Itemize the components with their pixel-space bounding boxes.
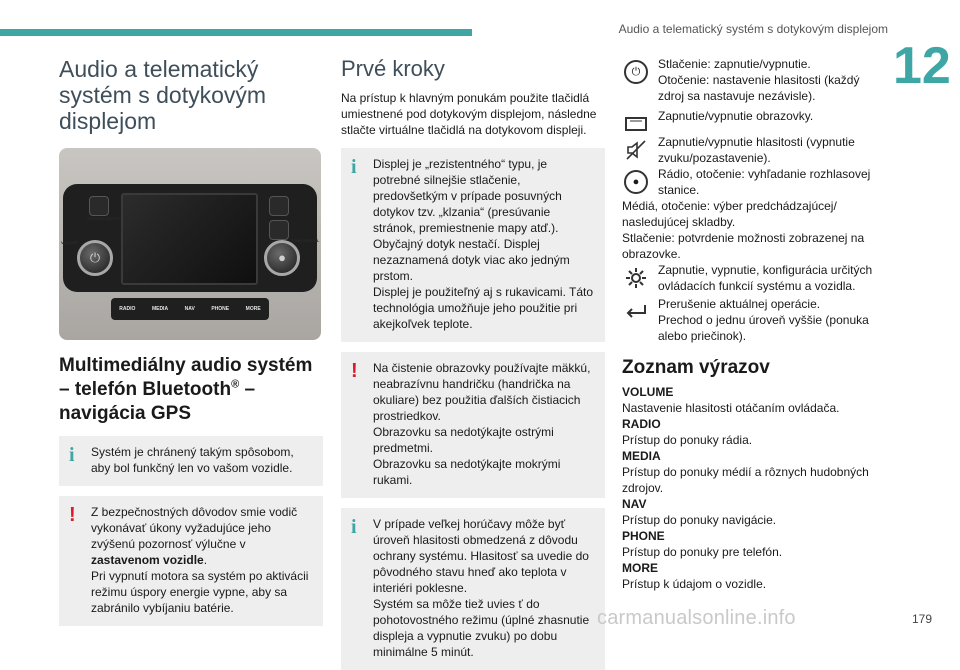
cleaning-warning-note: [341, 352, 605, 498]
control-desc: Médiá, otočenie: výber predchádzajúcej/ nasledujúcej skladby.: [622, 199, 837, 229]
back-button: [269, 220, 289, 240]
note-text: Displej je použiteľný aj s rukavicami. Táto technológia umožňuje jeho použitie pri akejkoľvek teplote.: [373, 285, 594, 331]
section-heading-multimedia: [59, 354, 323, 426]
device-button-radio: RADIO: [119, 306, 136, 312]
page-title: [59, 56, 323, 134]
title-line-1: Audio a telematický: [59, 56, 259, 82]
device-button-phone: PHONE: [211, 306, 230, 312]
warning-icon: !: [351, 360, 358, 382]
control-desc: Prechod o jednu úroveň vyššie (ponuka alebo priečinok).: [658, 313, 869, 343]
subtitle-text-end: – navigácia GPS: [59, 379, 256, 424]
note-text: V prípade veľkej horúčavy môže byť úroveň hlasitosti obmedzená z dôvodu ochrany systému. Hlasitosť sa uvedie do pôvodného stavu hneď ako teplota v interiéri poklesne.: [373, 517, 589, 595]
control-desc: Stlačenie: zapnutie/vypnutie.: [658, 57, 811, 71]
note-text: Displej je „rezistentného“ typu, je potrebné silnejšie stlačenie, predovšetkým v prípade posuvných dotykov tzv. „klzania“ (presúvanie stránok, premiestnenie mapy atď.). Obyčajný dotyk nestačí. Displej nezaznamená dotyk viac ako jedným prstom.: [373, 157, 570, 283]
warning-period: .: [203, 553, 208, 567]
device-button-strip: [111, 298, 269, 320]
control-desc: Zapnutie, vypnutie, konfigurácia určitých ovládacích funkcií systému a vozidla.: [658, 263, 873, 293]
glossary-list: [622, 384, 886, 592]
registered-mark: ®: [231, 378, 240, 391]
subtitle-text: Multimediálny audio systém – telefón Bluetooth: [59, 355, 313, 400]
browse-knob: [264, 240, 300, 276]
control-browse-knob: [622, 166, 886, 198]
glossary-definition: Nastavenie hlasitosti otáčaním ovládača.: [622, 401, 840, 415]
glossary-term: VOLUME: [622, 385, 674, 399]
info-note: [59, 436, 323, 486]
browse-knob-icon: ●: [622, 168, 650, 196]
control-desc: Zapnutie/vypnutie obrazovky.: [658, 109, 814, 123]
screen-toggle-button: [89, 196, 109, 216]
watermark: carmanualsonline.info: [597, 607, 796, 629]
enter-icon: ●: [278, 250, 286, 265]
info-icon: i: [351, 156, 357, 178]
control-desc: Otočenie: nastavenie hlasitosti (každý zdroj sa nastavuje nezávisle).: [658, 73, 860, 103]
back-arrow-icon: [622, 298, 650, 326]
label-tune: TUNE SCROLL: [291, 238, 320, 243]
mute-button: [269, 196, 289, 216]
glossary-definition: Prístup k údajom o vozidle.: [622, 577, 767, 591]
glossary-definition: Prístup do ponuky pre telefón.: [622, 545, 783, 559]
column-right: [622, 56, 886, 592]
first-steps-intro: Na prístup k hlavným ponukám použite tlačidlá umiestnené pod dotykovým displejom, následne stlačte virtuálne tlačidlá na dotykovom displeji.: [341, 91, 597, 137]
note-text: Na čistenie obrazovky používajte mäkkú, neabrazívnu handričku (handrička na okuliare) bez použitia ďalších čistiacich prostriedkov.: [373, 361, 591, 423]
page-number: 179: [912, 612, 933, 626]
info-icon: i: [69, 444, 75, 466]
glossary-term: NAV: [622, 497, 647, 511]
head-unit-illustration: [59, 148, 321, 340]
device-button-nav: NAV: [184, 306, 195, 312]
first-steps-heading: Prvé kroky: [341, 56, 445, 81]
warning-note: [59, 496, 323, 626]
settings-gear-icon: [622, 264, 650, 292]
note-text: Systém sa môže tiež uvies ť do pohotovostného režimu (úplné zhasnutie displeja a vypnutie zvuku) po dobu minimálne 5 minút.: [373, 597, 590, 659]
glossary-term: MEDIA: [622, 449, 661, 463]
warning-text: Z bezpečnostných dôvodov smie vodič vykonávať úkony vyžadujúce jeho zvýšenú pozornosť výlučne v: [91, 505, 298, 551]
control-volume-knob: [622, 56, 886, 104]
warning-bold-text: zastavenom vozidle: [91, 553, 204, 567]
info-icon: i: [351, 516, 357, 538]
column-middle: [341, 56, 605, 670]
mute-icon: [622, 136, 650, 164]
power-icon: ⏻: [89, 250, 101, 265]
glossary-term: PHONE: [622, 529, 665, 543]
device-button-media: MEDIA: [151, 306, 169, 312]
control-desc: Rádio, otočenie: vyhľadanie rozhlasovej stanice.: [658, 167, 871, 197]
power-knob-icon: ⏻: [622, 58, 650, 86]
header-accent-bar: [0, 29, 472, 36]
glossary-definition: Prístup do ponuky médií a rôznych hudobných zdrojov.: [622, 465, 869, 495]
warning-icon: !: [69, 504, 76, 526]
glossary-definition: Prístup do ponuky navigácie.: [622, 513, 777, 527]
device-button-more: MORE: [245, 306, 261, 312]
screen-type-note: [341, 148, 605, 342]
warning-note-para: [91, 504, 313, 568]
label-screen: SCREEN ON/OFF: [87, 216, 120, 221]
title-line-3: displejom: [59, 108, 157, 134]
control-desc: Stlačenie: potvrdenie možnosti zobrazenej na obrazovke.: [622, 231, 865, 261]
label-volume: VOLUME: [61, 240, 79, 245]
running-header: Audio a telematický systém s dotykovým displejom: [618, 22, 888, 36]
control-desc: Prerušenie aktuálnej operácie.: [658, 297, 821, 311]
heat-info-note: [341, 508, 605, 670]
volume-knob: [77, 240, 113, 276]
note-text: Obrazovku sa nedotýkajte mokrými rukami.: [373, 457, 561, 487]
note-text: Obrazovku sa nedotýkajte ostrými predmetmi.: [373, 425, 554, 455]
glossary-term: RADIO: [622, 417, 661, 431]
control-settings: [622, 262, 886, 294]
warning-text-2: Pri vypnutí motora sa systém po aktivácii režimu úspory energie vypne, aby sa zabránilo vybíjaniu batérie.: [91, 569, 309, 615]
control-mute: [622, 134, 886, 166]
glossary-term: MORE: [622, 561, 658, 575]
glossary-definition: Prístup do ponuky rádia.: [622, 433, 753, 447]
column-left: [59, 56, 323, 626]
control-back: [622, 296, 886, 344]
info-note-text: Systém je chránený takým spôsobom, aby bol funkčný len vo vašom vozidle.: [91, 445, 294, 475]
device-screen: [121, 193, 258, 285]
title-line-2: systém s dotykovým: [59, 82, 267, 108]
control-screen-toggle: [622, 108, 886, 124]
control-desc: Zapnutie/vypnutie hlasitosti (vypnutie zvuku/pozastavenie).: [658, 135, 855, 165]
glossary-heading: Zoznam výrazov: [622, 357, 770, 378]
chapter-number: 12: [893, 37, 951, 95]
